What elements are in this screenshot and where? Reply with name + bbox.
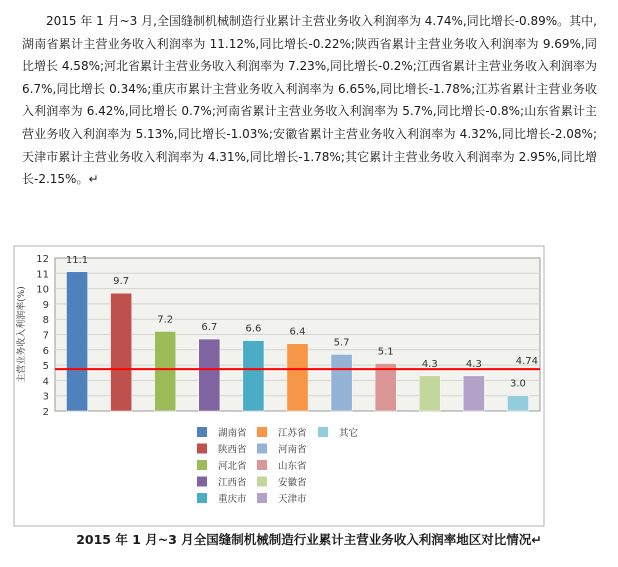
legend-label: 江苏省 (278, 428, 307, 439)
y-tick-label: 11 (36, 269, 49, 281)
bar-5 (243, 341, 264, 411)
intro-paragraph: 2015 年 1 月~3 月,全国缝制机械制造行业累计主营业务收入利润率为 4.74%,同比增长-0.89%。其中,湖南省累计主营业务收入利润率为 11.12%,同比增长-0.22%;陕西省累计主营业务收入利润率为 9.69%,同比增长 4.58%;河北省累计主营业务收入利润率为 7.23%,同比增长-0.2%;江西省累计主营业务收入利润率为 6.7%,同比增长 0.34%;重庆市累计主营业务收入利润率为 6.65%,同比增长-1.78%;江苏省累计主营业务收入利润率为 6.42%,同比增长 0.7%;河南省累计主营业务收入利润率为 5.7%,同比增长-0.8%;山东省累计主营业务收入利润率为 5.13%,同比增长-1.03%;安徽省累计主营业务收入利润率为 4.32%,同比增长-2.08%;天津市累计主营业务收入利润率为 4.31%,同比增长-1.78%;其它累计主营业务收入利润率为 2.95%,同比增长-2.15%。↵ (22, 14, 597, 187)
bar-2 (111, 293, 132, 411)
bar-value-label: 6.7 (201, 322, 218, 334)
legend-swatch (318, 427, 328, 437)
bar-4 (199, 339, 220, 411)
bar-7 (331, 354, 352, 411)
bar-10 (463, 376, 484, 411)
legend-swatch (257, 477, 267, 487)
bar-6 (287, 344, 308, 411)
legend-swatch (257, 427, 267, 437)
bar-value-label: 4.3 (421, 358, 438, 370)
legend-swatch (257, 444, 267, 454)
y-tick-label: 8 (42, 315, 49, 327)
reference-line-label: 4.74 (515, 356, 538, 368)
bar-value-label: 5.1 (377, 346, 394, 358)
legend-label: 河北省 (218, 461, 247, 472)
bar-value-label: 9.7 (113, 276, 130, 288)
legend-label: 湖南省 (218, 428, 247, 439)
bar-9 (419, 376, 440, 411)
bar-value-label: 3.0 (510, 378, 526, 390)
legend-swatch (257, 460, 267, 470)
legend-label: 安徽省 (278, 477, 307, 489)
legend-label: 陕西省 (218, 444, 247, 456)
legend-swatch (197, 493, 207, 503)
bar-value-label: 6.4 (289, 326, 306, 338)
legend-label: 其它 (339, 428, 359, 439)
y-tick-label: 2 (42, 407, 49, 418)
legend-label: 江西省 (218, 477, 247, 489)
y-tick-label: 4 (42, 376, 49, 388)
chart-caption: 2015 年 1 月~3 月全国缝制机械制造行业累计主营业务收入利润率地区对比情况↵ (76, 532, 542, 547)
legend-label: 河南省 (278, 444, 307, 456)
y-tick-label: 10 (36, 284, 49, 296)
legend-swatch (197, 477, 207, 487)
bar-3 (155, 331, 176, 411)
legend-label: 山东省 (278, 461, 307, 472)
y-tick-label: 7 (42, 330, 49, 342)
y-tick-label: 6 (42, 345, 49, 357)
bar-value-label: 6.6 (245, 323, 262, 335)
legend-swatch (197, 427, 207, 437)
bar-value-label: 4.3 (465, 358, 482, 370)
legend-label: 天津市 (278, 494, 307, 505)
y-tick-label: 5 (42, 361, 49, 373)
bar-8 (375, 364, 396, 411)
legend-swatch (257, 493, 267, 503)
legend-label: 重庆市 (218, 494, 247, 505)
bar-value-label: 7.2 (157, 314, 174, 326)
bar-1 (66, 272, 87, 411)
bar-value-label: 11.1 (65, 254, 89, 266)
y-tick-label: 3 (42, 391, 49, 403)
bar-value-label: 5.7 (333, 337, 350, 349)
bar-11 (507, 396, 528, 411)
y-axis-label: 主营业务收入利润率(%) (17, 286, 27, 383)
legend-swatch (197, 444, 207, 454)
legend-swatch (197, 460, 207, 470)
y-tick-label: 9 (42, 299, 49, 311)
y-tick-label: 12 (36, 254, 49, 265)
